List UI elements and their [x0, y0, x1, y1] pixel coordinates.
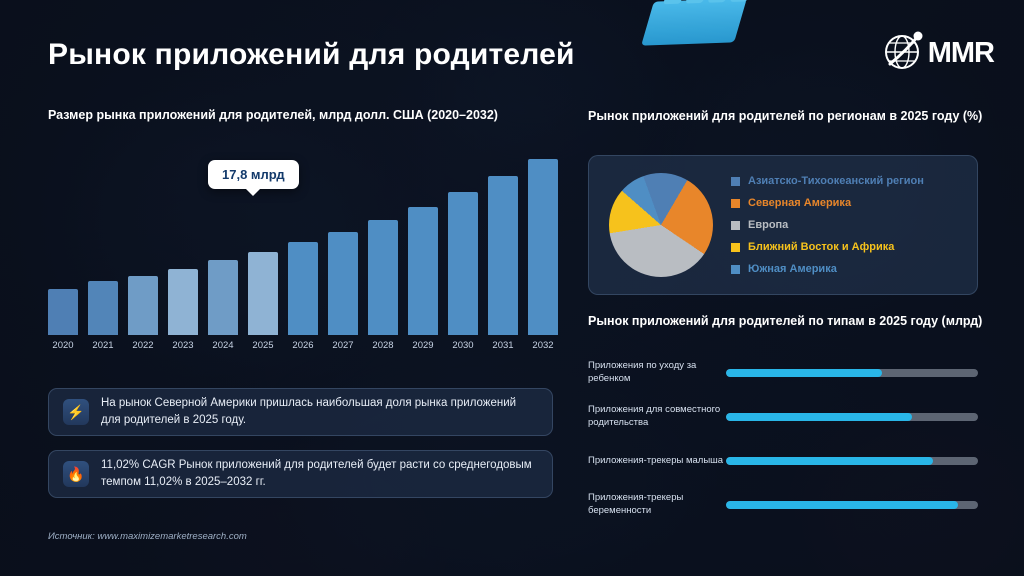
- x-axis-label: 2023: [172, 340, 194, 351]
- legend-item: [731, 192, 924, 214]
- pie-chart-title: Рынок приложений для родителей по регионам в 2025 году (%): [588, 109, 983, 123]
- legend-swatch: [731, 199, 740, 208]
- bar-column: [488, 150, 518, 335]
- legend-item: [731, 170, 924, 192]
- bar: [528, 159, 558, 335]
- bar-chart-title: Размер рынка приложений для родителей, млрд долл. США (2020–2032): [48, 108, 498, 122]
- legend-label: Ближний Восток и Африка: [748, 241, 895, 253]
- legend-swatch: [731, 221, 740, 230]
- insight-card-north-america: [48, 388, 553, 436]
- legend-swatch: [731, 177, 740, 186]
- type-bar-label: Приложения-трекеры беременности: [588, 492, 684, 516]
- legend-item: [731, 214, 924, 236]
- type-bar-label: Приложения для совместного родительства: [588, 404, 721, 428]
- type-bar-row: [588, 355, 978, 391]
- type-bar-track: [726, 457, 978, 465]
- bar: [208, 260, 238, 335]
- legend-label: Северная Америка: [748, 197, 852, 209]
- type-bar-row: [588, 443, 978, 479]
- bar: [48, 289, 78, 335]
- x-axis-label: 2021: [92, 340, 114, 351]
- x-axis-label: 2028: [372, 340, 394, 351]
- type-bar-track: [726, 369, 978, 377]
- flame-icon: 🔥: [63, 461, 89, 487]
- globe-icon: [880, 28, 926, 79]
- legend-item: [731, 258, 924, 280]
- x-axis-label: 2030: [452, 340, 474, 351]
- type-bar-track: [726, 501, 978, 509]
- type-bar-track: [726, 413, 978, 421]
- brand-name: MMR: [927, 37, 994, 69]
- x-axis-label: 2022: [132, 340, 154, 351]
- type-bar-fill: [726, 457, 933, 465]
- bar: [408, 207, 438, 335]
- x-axis-label: 2031: [492, 340, 514, 351]
- type-bar-label: Приложения по уходу за ребенком: [588, 360, 697, 384]
- type-bar-fill: [726, 413, 912, 421]
- pie-chart: [609, 173, 713, 277]
- bar-column: [128, 150, 158, 335]
- legend-item: [731, 236, 924, 258]
- lego-brick-icon: [641, 0, 747, 46]
- bar: [168, 269, 198, 335]
- x-axis-label: 2027: [332, 340, 354, 351]
- bar: [88, 281, 118, 335]
- bar: [288, 242, 318, 335]
- legend-swatch: [731, 243, 740, 252]
- bar: [448, 192, 478, 335]
- insight-text: На рынок Северной Америки пришлась наибольшая доля рынка приложений для родителей в 2025 году.: [101, 397, 517, 426]
- bar-column: [88, 150, 118, 335]
- x-axis-label: 2029: [412, 340, 434, 351]
- bar: [128, 276, 158, 335]
- type-bar-chart: [588, 355, 978, 531]
- bar-column: [48, 150, 78, 335]
- bar: [368, 220, 398, 335]
- bar-column: [528, 150, 558, 335]
- type-bar-fill: [726, 369, 882, 377]
- insight-card-cagr: [48, 450, 553, 498]
- type-bar-fill: [726, 501, 958, 509]
- bar-column: [408, 150, 438, 335]
- legend-label: Азиатско-Тихоокеанский регион: [748, 175, 924, 187]
- bar-column: [368, 150, 398, 335]
- bar-chart-x-axis: [48, 340, 558, 354]
- x-axis-label: 2024: [212, 340, 234, 351]
- bar: [328, 232, 358, 335]
- x-axis-label: 2032: [532, 340, 554, 351]
- bar: [488, 176, 518, 335]
- type-bar-label: Приложения-трекеры малыша: [588, 454, 724, 466]
- x-axis-label: 2025: [252, 340, 274, 351]
- pie-chart-legend: [731, 170, 924, 280]
- brand-logo: [880, 28, 994, 79]
- legend-label: Европа: [748, 219, 789, 231]
- bar-chart: [48, 150, 558, 335]
- legend-swatch: [731, 265, 740, 274]
- bolt-icon: ⚡: [63, 399, 89, 425]
- insight-text: 11,02% CAGR Рынок приложений для родителей будет расти со среднегодовым темпом 11,02% в 2025–2032 гг.: [101, 459, 532, 488]
- page-title: Рынок приложений для родителей: [48, 38, 575, 71]
- bar-column: [168, 150, 198, 335]
- type-bar-row: [588, 399, 978, 435]
- type-bar-row: [588, 487, 978, 523]
- legend-label: Южная Америка: [748, 263, 837, 275]
- source-note: Источник: www.maximizemarketresearch.com: [48, 531, 247, 542]
- bar: [248, 252, 278, 335]
- pie-chart-card: [588, 155, 978, 295]
- x-axis-label: 2026: [292, 340, 314, 351]
- type-chart-title: Рынок приложений для родителей по типам в 2025 году (млрд): [588, 314, 983, 328]
- chart-annotation-callout: 17,8 млрд: [208, 160, 299, 189]
- bar-column: [328, 150, 358, 335]
- bar-column: [448, 150, 478, 335]
- x-axis-label: 2020: [52, 340, 74, 351]
